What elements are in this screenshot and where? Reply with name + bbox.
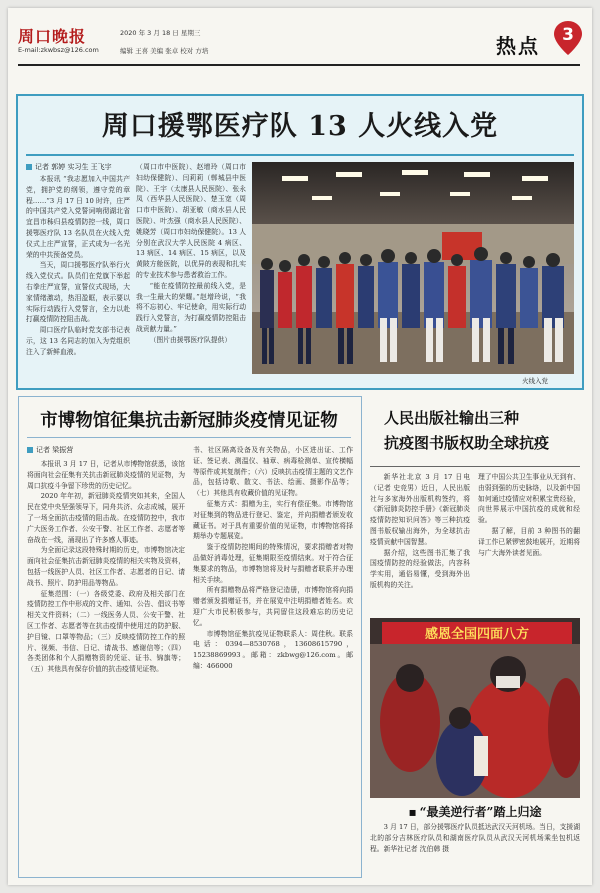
lead-headline: 周口援鄂医疗队 13 人火线入党 <box>101 111 499 142</box>
page-number: 3 <box>562 25 574 45</box>
lead-paragraph: 周口医疗队临时党支部书记表示，这 13 名同志的加入为党组织注入了新鲜血液。 <box>26 326 130 356</box>
books-rule <box>370 466 580 467</box>
editor-credits: 编辑 王喜 美编 张卓 校对 方培 <box>120 47 209 55</box>
issue-date: 2020 年 3 月 18 日 星期三 <box>120 29 201 37</box>
newspaper-logo: 周口晚报 <box>18 27 87 46</box>
museum-story <box>18 396 362 878</box>
books-paragraph: 据了解，目前 3 种图书的翻译工作已紧锣密鼓地展开，近期将与广大海外读者见面。 <box>478 526 580 557</box>
museum-paragraph: 征集范围：（一）各级党委、政府及相关部门在疫情防控工作中形成的文件、通知、公告、倡议书等相关文件资料；（二）一线医务人员、公安干警、社区工作者、志愿者等在抗击疫情中使用过的防护服、护目镜、口罩等物品；（三）反映疫情防控工作的照片、视频、书信、日记、请战书、感谢信等；（四）各类团体和个人捐赠物资的凭证、证书、锦旗等；（五）其他具有保存价值的抗击疫情见证物。 <box>27 589 185 674</box>
returning-medics-photo <box>370 618 580 798</box>
lead-column-1 <box>26 174 130 386</box>
museum-paragraph: 所有捐赠物品将严格登记造册，市博物馆将向捐赠者颁发捐赠证书，并在展览中注明捐赠者姓名。欢迎广大市民积极参与，共同留住这段难忘的历史记忆。 <box>193 586 353 627</box>
books-headline <box>384 406 549 456</box>
museum-paragraph: 征集方式：捐赠为主，实行有偿征集。市博物馆对征集到的物品进行登记、鉴定，并向捐赠者颁发收藏证书。对于具有重要价值的见证物，市博物馆将择期举办专题展览。 <box>193 499 353 541</box>
books-column-1 <box>370 472 470 612</box>
museum-paragraph: 2020 年年初，新冠肺炎疫情突如其来，全国人民在党中央坚强领导下，同舟共济、众志成城，展开了一场全面抗击疫情的阻击战。在疫情防控中，我市广大医务工作者、公安干警、社区工作者、志愿者等奋战在一线，涌现出了许多感人事迹。 <box>27 492 185 544</box>
lead-paragraph: “能在疫情防控最前线入党，是我一生最大的荣耀。”赵增玲说，“我将不忘初心、牢记使命，用实际行动践行入党誓言，为打赢疫情防控阻击战贡献力量。” <box>136 281 246 333</box>
lead-paragraph: 当天，周口援鄂医疗队举行火线入党仪式。队员们在党旗下举起右拳庄严宣誓，宣誓仪式现场，大家情绪激动，热泪盈眶，表示要以实际行动践行入党誓言，全力以赴打赢疫情防控阻击战。 <box>26 261 130 324</box>
masthead-rule <box>18 64 580 66</box>
museum-headline: 市博物馆征集抗击新冠肺炎疫情见证物 <box>40 411 338 431</box>
books-headline-line-2: 抗疫图书版权助全球抗疫 <box>384 434 550 452</box>
museum-paragraph: 本报讯 3 月 17 日，记者从市博物馆获悉，该馆将面向社会征集有关抗击新冠肺炎疫情的见证物，为周口抗疫斗争留下珍贵的历史记忆。 <box>27 460 185 490</box>
page-number-badge <box>553 20 583 56</box>
lead-photo-caption: 火线入党 <box>522 377 548 385</box>
museum-rule <box>27 437 351 438</box>
lead-story <box>16 94 584 390</box>
newspaper-page <box>8 8 592 885</box>
museum-byline: 记者 梁振营 <box>27 445 73 455</box>
oath-ceremony-photo <box>252 162 574 374</box>
books-headline-line-1: 人民出版社输出三种 <box>384 409 520 427</box>
section-name: 热点 <box>496 34 540 58</box>
books-paragraph: 理了中国公共卫生事业从无到有、由弱到强的历史脉络，以及新中国如何通过疫情应对积累宝贵经验，向世界展示中国抗疫的成就和经验。 <box>478 473 580 525</box>
books-paragraph: 新华社北京 3 月 17 日电（记者 史竞男）近日，人民出版社与多家海外出版机构签约，将《新冠肺炎防控手册》《新冠肺炎疫情防控知识问答》等三种抗疫图书版权输出海外，为全球抗击疫情贡献中国智慧。 <box>370 473 470 546</box>
contact-email: E-mail:zkwbsz@126.com <box>18 46 99 54</box>
museum-column-1 <box>27 459 185 871</box>
returning-photo-caption: ▪ “最美逆行者”踏上归途 <box>370 803 580 820</box>
museum-paragraph: 书、社区隔离设备及有关物品，小区进出证、工作证、签记表、测温仪、袖章、病毒检测单、宣传横幅等原件或其复制件；（六）反映抗击疫情主题的文艺作品，包括诗歌、散文、书法、绘画、摄影作品等；（七）其他具有收藏价值的见证物。 <box>193 446 353 498</box>
masthead <box>8 8 592 70</box>
banner-text: 感恩全国四面八方 <box>424 627 530 642</box>
photo-note-text: 3 月 17 日，部分援鄂医疗队员抵达武汉天河机场。当日，支援湖北的部分吉林医疗队员和湖南医疗队员从武汉天河机场乘坐包机返程。新华社记者 沈伯韩 摄 <box>370 823 580 853</box>
returning-photo-note <box>370 822 580 858</box>
books-paragraph: 据介绍，这些图书汇集了我国疫情防控的经验做法，内容科学实用，通俗易懂，受到海外出版机构的关注。 <box>370 548 470 589</box>
museum-contact: 市博物馆征集抗疫见证物联系人：周佳秋。联系电话：0394—8530768，13608615790，15238869993。邮箱：zkbwg@126.com。邮编：466000 <box>193 629 353 670</box>
museum-column-2 <box>193 445 353 871</box>
books-column-2 <box>478 472 580 612</box>
photo-credit: （图片由援鄂医疗队提供） <box>149 335 232 344</box>
headline-rule <box>26 154 574 156</box>
lead-paragraph: 本报讯 “我志愿加入中国共产党，拥护党的纲领，遵守党的章程……”3 月 17 日 10 时许，庄严的中国共产党入党誓词响彻湖北省宜昌市秭归县疫情防控一线，周口援鄂医疗队 13 名队员在火线入党仪式上庄严宣誓，正式成为一名光荣的中共预备党员。 <box>26 175 130 259</box>
lead-byline: 记者 郭婷 实习生 王飞宇 <box>26 162 112 172</box>
lead-paragraph: （周口市中医院）、赵增玲（周口市妇幼保健院）、闫莉莉（郸城县中医院）、王宇（太康县人民医院）、张永凤（西华县人民医院）、楚玉宽（周口市中医院）、胡亚敏（商水县人民医院）、叶杰强（商水县人民医院）、姚晓芳（周口市妇幼保健院）。13 人分别在武汉大学人民医院 4 病区、13 病区、14 病区、15 病区，以及黄陂方舱医院，以优异的表现和扎实的专业技术参与患者救治工作。 <box>136 163 246 279</box>
museum-paragraph: 鉴于疫情防控期间的特殊情况，要求捐赠者对物品做好消毒处理，征集期限至疫情结束。对于符合征集要求的物品，市博物馆将及时与捐赠者联系并办理相关手续。 <box>193 543 353 584</box>
museum-paragraph: 为全面记录这段特殊时期的历史，市博物馆决定面向社会征集抗击新冠肺炎疫情的相关实物及资料，包括一线医护人员、社区工作者、志愿者的日记、请战书、照片、防护用品等物品。 <box>27 546 185 587</box>
lead-column-2 <box>136 162 246 386</box>
